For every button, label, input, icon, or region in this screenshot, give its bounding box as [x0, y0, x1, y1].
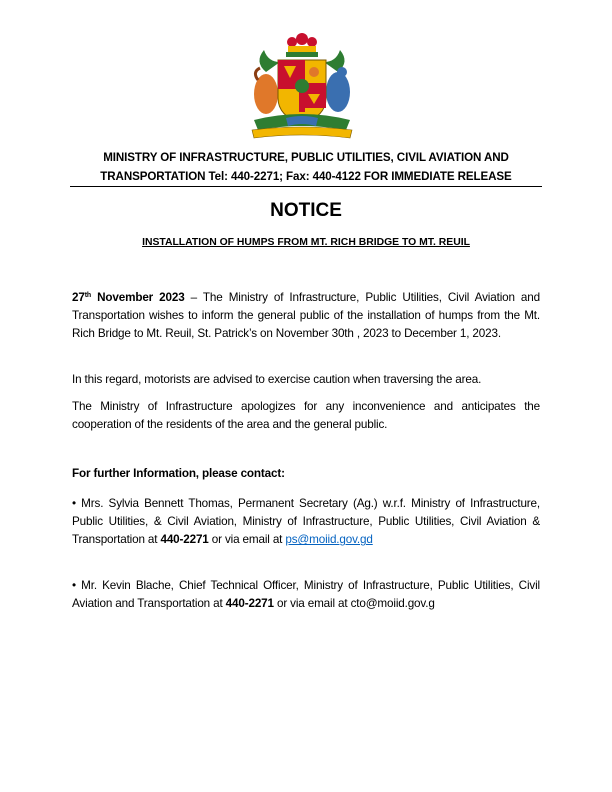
intro-paragraph — [72, 289, 540, 344]
date-month-year: November 2023 — [91, 291, 185, 304]
caution-paragraph: In this regard, motorists are advised to exercise caution when traversing the area. — [72, 373, 482, 386]
release-date — [72, 291, 185, 304]
contact-text: • Mr. Kevin Blache, Chief Technical Officer, Ministry of Infrastructure, Public Utilities, Civil Aviation and Transportation at — [72, 579, 540, 611]
contact-email-link[interactable]: ps@moiid.gov.gd — [285, 533, 373, 547]
header-divider — [70, 186, 542, 187]
notice-title: NOTICE — [270, 200, 342, 221]
contact-email: cto@moiid.gov.g — [350, 597, 435, 611]
date-day: 27 — [72, 291, 85, 304]
contact-phone: 440-2271 — [160, 533, 209, 547]
coat-of-arms-emblem — [246, 32, 358, 140]
header-line-1: MINISTRY OF INFRASTRUCTURE, PUBLIC UTILITIES, CIVIL AVIATION AND — [103, 151, 509, 164]
notice-subtitle: INSTALLATION OF HUMPS FROM MT. RICH BRIDGE TO MT. REUIL — [142, 237, 470, 248]
contact-mid: or via email at — [273, 597, 351, 611]
contact-mid: or via email at — [208, 533, 286, 547]
header-line-2: TRANSPORTATION Tel: 440-2271; Fax: 440-4122 FOR IMMEDIATE RELEASE — [100, 170, 512, 183]
contact-heading: For further Information, please contact: — [72, 467, 285, 480]
intro-text: – The Ministry of Infrastructure, Public Utilities, Civil Aviation and Transportation wishes to inform the general public of the installation of humps from the Mt. Rich Bridge to Mt. Reuil, St. Patrick’s on November 30th , 2023 to December 1, 2023. — [72, 291, 540, 341]
contact-item — [72, 495, 540, 550]
apology-paragraph: The Ministry of Infrastructure apologizes for any inconvenience and anticipates the cooperation of the residents of the area and the general public. — [72, 400, 540, 432]
contact-phone: 440-2271 — [225, 597, 274, 611]
contact-item — [72, 577, 540, 613]
contact-text: • Mrs. Sylvia Bennett Thomas, Permanent Secretary (Ag.) w.r.f. Ministry of Infrastructure, Public Utilities, & Civil Aviation, Ministry of Infrastructure, Public Utilities, Civil Aviation & Transportation at — [72, 497, 540, 547]
date-suffix: th — [84, 292, 92, 299]
